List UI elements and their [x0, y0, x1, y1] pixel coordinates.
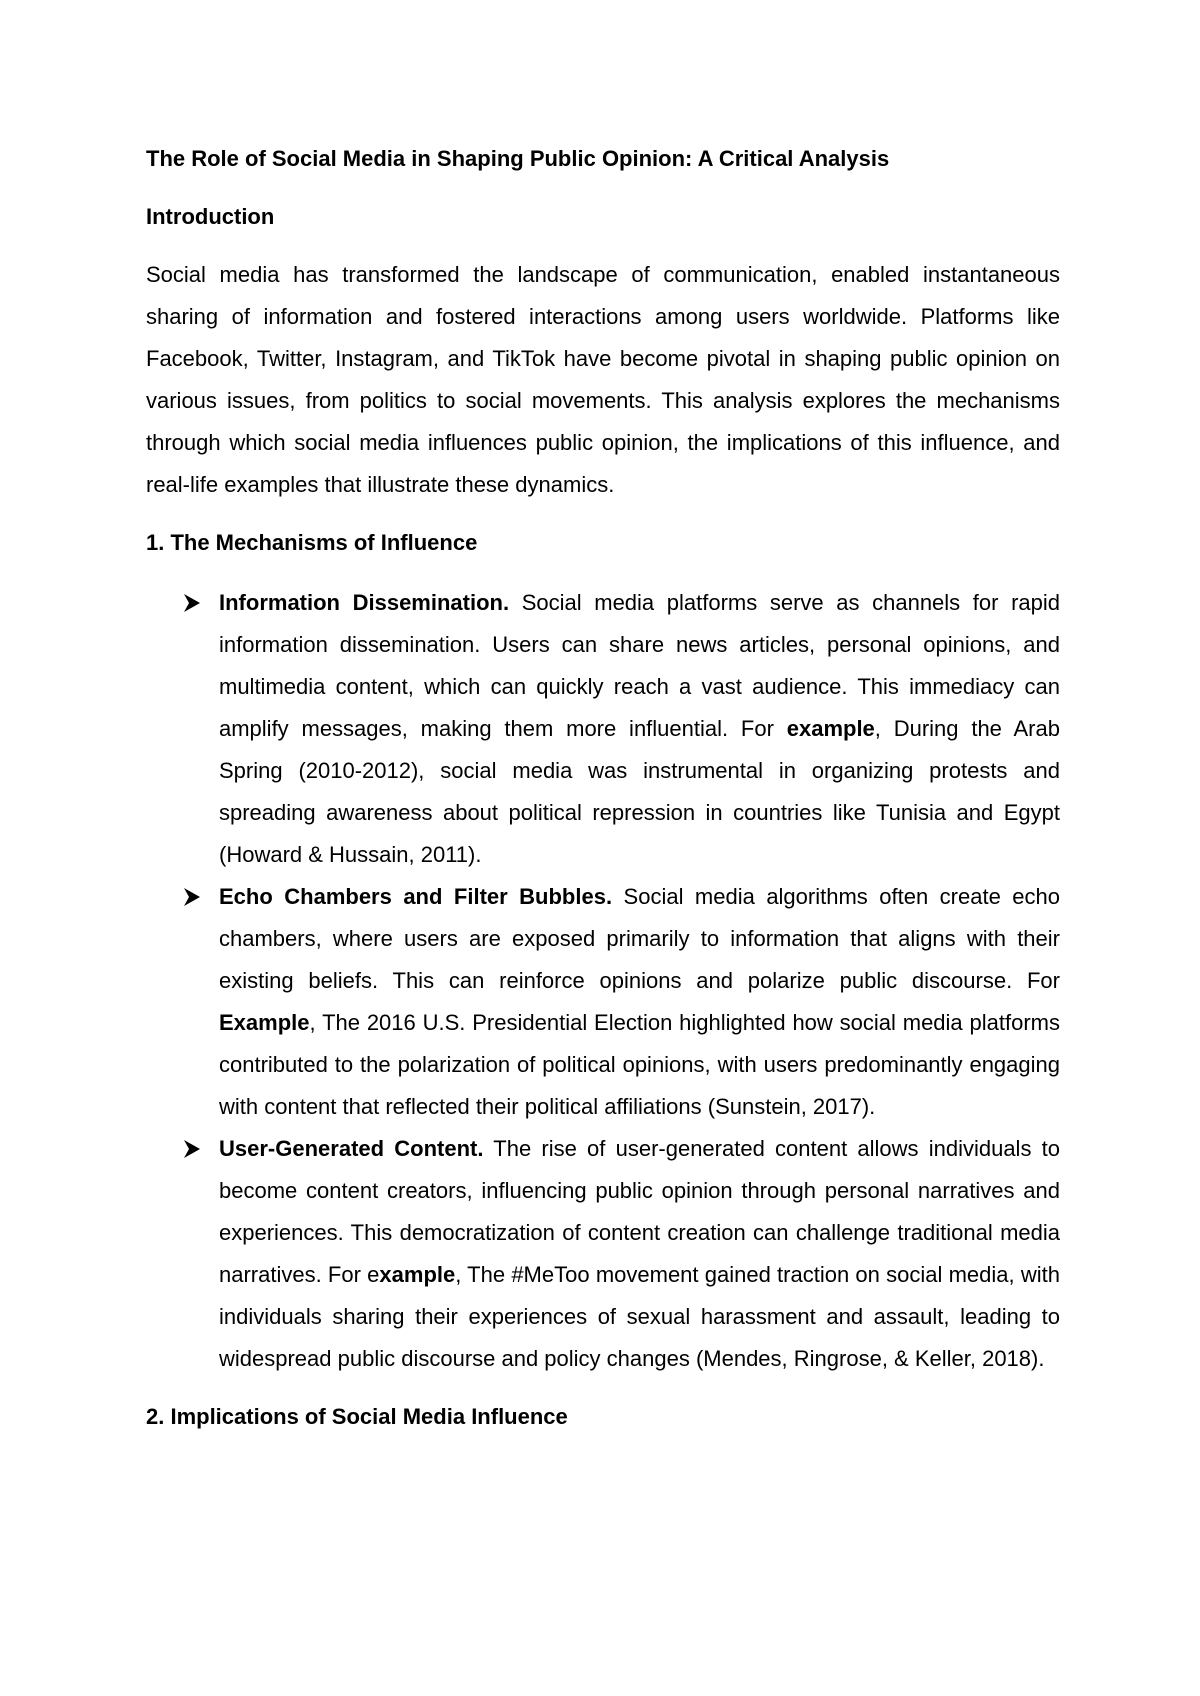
item-emphasis: example — [786, 716, 875, 741]
section-2-heading: 2. Implications of Social Media Influence — [146, 1404, 568, 1429]
item-text: Social media algorithms often create echo chambers, where users are exposed primarily to information that aligns with their existing beliefs. This can reinforce opinions and polarize public discourse. For — [219, 884, 1060, 993]
arrowhead-bullet-icon — [182, 592, 202, 614]
document-body — [146, 142, 1060, 1454]
item-text-continued: , During the Arab Spring (2010-2012), social media was instrumental in organizing protests and spreading awareness about political repression in countries like Tunisia and Egypt (Howard & Hussain, 2011). — [219, 716, 1060, 867]
section-1-heading: 1. The Mechanisms of Influence — [146, 530, 478, 555]
list-item-echo-chambers — [146, 876, 1060, 1128]
arrowhead-bullet-icon — [182, 1138, 202, 1160]
item-emphasis: Example — [219, 1010, 310, 1035]
arrowhead-bullet-icon — [182, 886, 202, 908]
item-emphasis: xample — [379, 1262, 456, 1287]
list-item-information-dissemination — [146, 582, 1060, 876]
item-text: The rise of user-generated content allows individuals to become content creators, influencing public opinion through personal narratives and experiences. This democratization of content creation can challenge traditional media narratives. For e — [219, 1136, 1060, 1287]
intro-paragraph: Social media has transformed the landscape of communication, enabled instantaneous sharing of information and fostered interactions among users worldwide. Platforms like Facebook, Twitter, Instagram, and TikTok have become pivotal in shaping public opinion on various issues, from politics to social movements. This analysis explores the mechanisms through which social media influences public opinion, the implications of this influence, and real-life examples that illustrate these dynamics. — [146, 262, 1060, 497]
item-text-continued: , The 2016 U.S. Presidential Election highlighted how social media platforms contributed to the polarization of political opinions, with users predominantly engaging with content that reflected their political affiliations (Sunstein, 2017). — [219, 1010, 1060, 1119]
item-lead: User-Generated Content. — [219, 1136, 484, 1161]
item-lead: Echo Chambers and Filter Bubbles. — [219, 884, 613, 909]
item-text: Social media platforms serve as channels for rapid information dissemination. Users can share news articles, personal opinions, and multimedia content, which can quickly reach a vast audience. This immediacy can amplify messages, making them more influential. For — [219, 590, 1060, 741]
intro-heading: Introduction — [146, 204, 275, 229]
document-title: The Role of Social Media in Shaping Public Opinion: A Critical Analysis — [146, 146, 890, 171]
list-item-user-generated-content — [146, 1128, 1060, 1380]
item-lead: Information Dissemination. — [219, 590, 510, 615]
item-text-continued: , The #MeToo movement gained traction on social media, with individuals sharing their experiences of sexual harassment and assault, leading to widespread public discourse and policy changes (Mendes, Ringrose, & Keller, 2018). — [219, 1262, 1060, 1371]
mechanisms-list — [146, 582, 1060, 1380]
